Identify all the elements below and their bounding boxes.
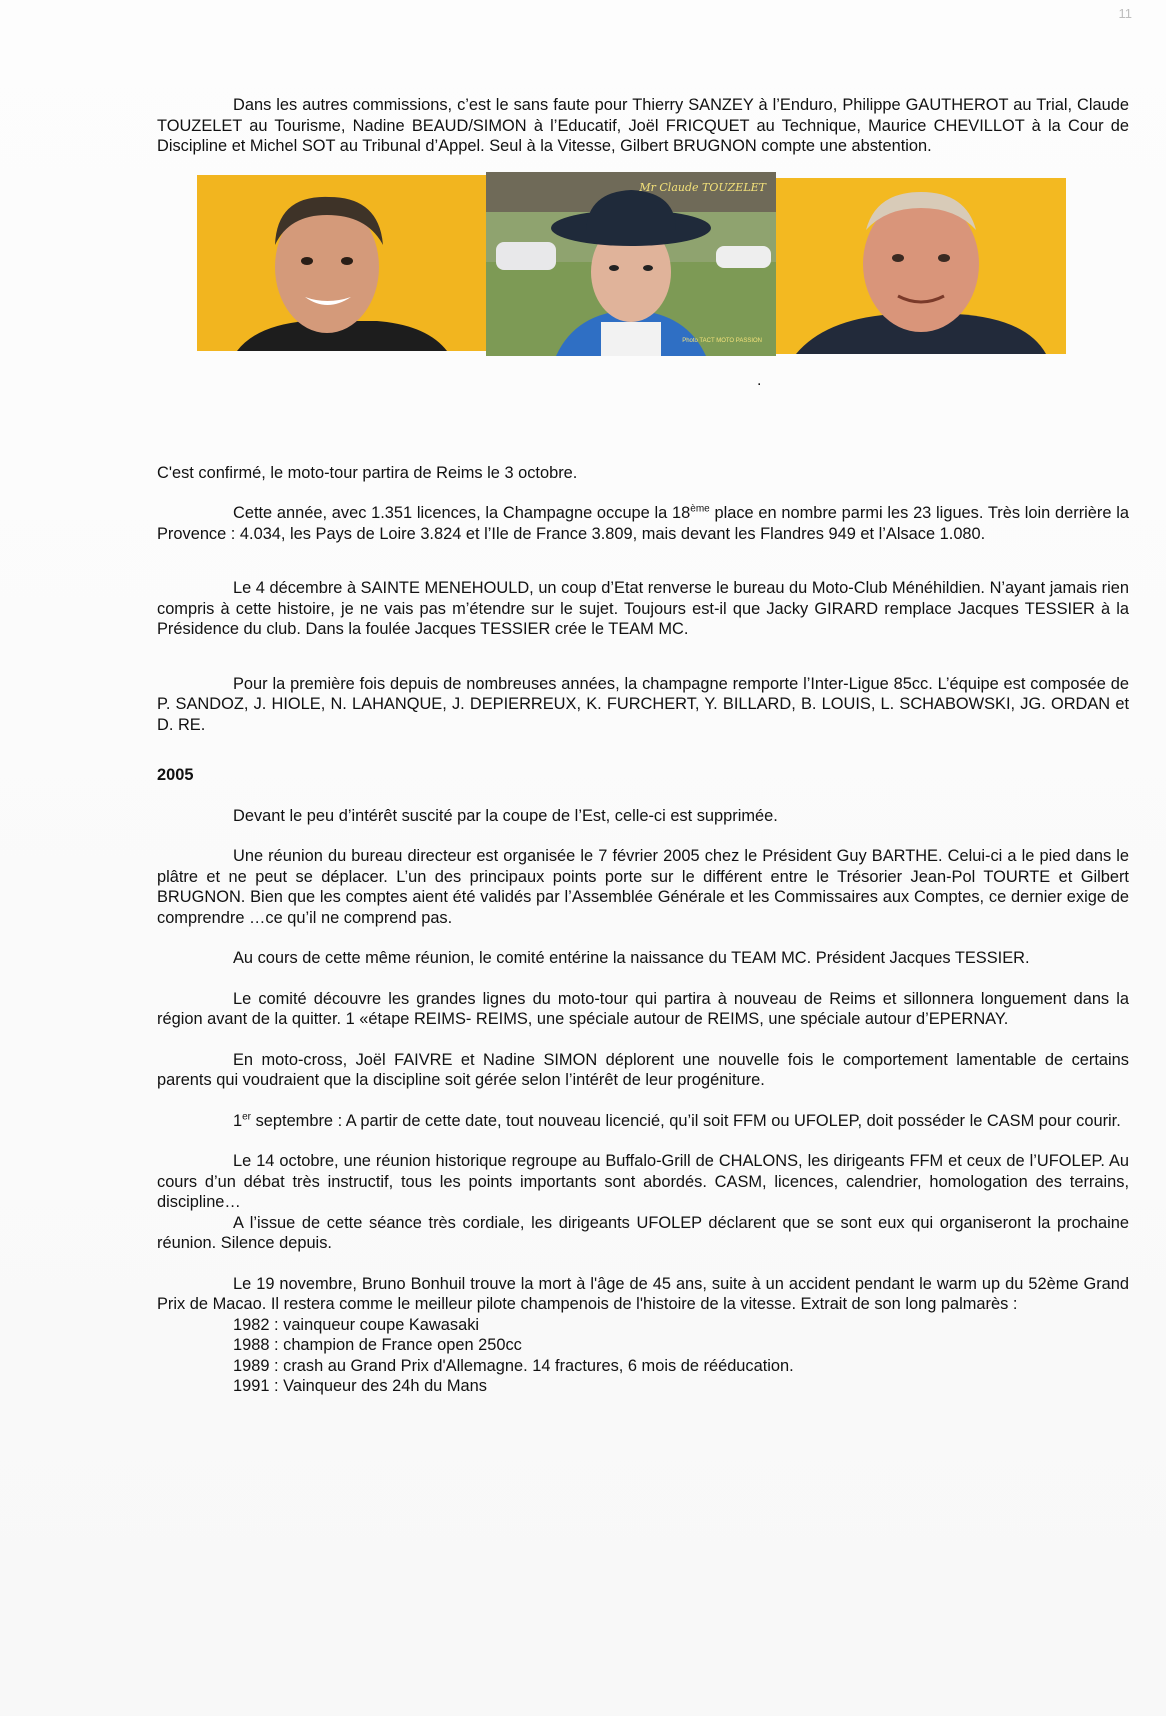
sainte-menehould-paragraph: Le 4 décembre à SAINTE MENEHOULD, un coup d’Etat renverse le bureau du Moto-Club Ménéhildien. N’ayant jamais rien compris à cette histoire, je ne vais pas m’étendre sur le sujet. Toujours est-il que Jacky GIRARD remplace Jacques TESSIER à la Présidence du club. Dans la foulée Jacques TESSIER crée le TEAM MC. [157,579,1129,638]
palmares-list [233,1315,1129,1397]
intro-paragraph: Dans les autres commissions, c’est le sans faute pour Thierry SANZEY à l’Enduro, Philippe GAUTHEROT au Trial, Claude TOUZELET au Tourisme, Nadine BEAUD/SIMON à l’Educatif, Joël FRICQUET au Technique, Maurice CHEVILLOT à la Cour de Discipline et Michel SOT au Tribunal d’Appel. Seul à la Vitesse, Gilbert BRUGNON compte une abstention. [157,96,1129,155]
casm-paragraph [157,1111,1129,1132]
buffalo-paragraph: Le 14 octobre, une réunion historique regroupe au Buffalo-Grill de CHALONS, les dirigeants FFM et ceux de l’UFOLEP. Au cours d’un débat très instructif, tous les points importants sont abordés. CASM, licences, calendrier, homologation des terrains, discipline… [157,1152,1129,1211]
bonhuil-paragraph: Le 19 novembre, Bruno Bonhuil trouve la mort à l'âge de 45 ans, suite à un accident pendant le warm up du 52ème Grand Prix de Macao. Il restera comme le meilleur pilote champenois de l'histoire de la vitesse. Extrait de son long palmarès : [157,1274,1129,1313]
photo-caption-name: Mr Claude TOUZELET [639,180,766,194]
caption-dot: . [757,371,762,389]
licences-text-a: Cette année, avec 1.351 licences, la Champagne occupe la 18 [233,504,691,522]
seance-paragraph: A l’issue de cette séance très cordiale, les dirigeants UFOLEP déclarent que se sont eux qui organiseront la prochaine réunion. Silence depuis. [157,1213,1129,1252]
portrait-photo-center [486,172,776,356]
palmares-item: 1989 : crash au Grand Prix d'Allemagne. 14 fractures, 6 mois de rééducation. [233,1356,794,1375]
page-number: 11 [1118,6,1132,21]
moto-tour-paragraph: C'est confirmé, le moto-tour partira de Reims le 3 octobre. [157,463,578,482]
page-content [157,95,1129,1397]
casm-superscript: er [242,1111,252,1123]
reunion-bureau-paragraph: Une réunion du bureau directeur est organisée le 7 février 2005 chez le Président Guy BARTHE. Celui-ci a le pied dans le plâtre et ne peut se déplacer. L’un des principaux points porte sur le différent entre le Trésorier Jean-Pol TOURTE et Gilbert BRUGNON. Bien que les comptes aient été validés par l’Assemblée Générale et les Commissaires aux Comptes, ce dernier exige de comprendre …ce qu’il ne comprend pas. [157,847,1129,927]
portrait-photo-right [776,178,1066,354]
inter-ligue-paragraph: Pour la première fois depuis de nombreuses années, la champagne remporte l’Inter-Ligue 85cc. L’équipe est composée de P. SANDOZ, J. HIOLE, N. LAHANQUE, J. DEPIERREUX, K. FURCHERT, Y. BILLARD, B. LOUIS, L. SCHABOWSKI, JG. ORDAN et D. RE. [157,674,1129,734]
casm-text-a: 1 [233,1111,243,1130]
casm-text-b: septembre : A partir de cette date, tout nouveau licencié, qu’il soit FFM ou UFOLEP, doit posséder le CASM pour courir. [251,1111,1121,1130]
licences-superscript: ème [690,503,710,515]
moto-tour-lignes-paragraph: Le comité découvre les grandes lignes du moto-tour qui partira à nouveau de Reims et sillonnera longuement dans la région avant de la quitter. 1 «étape REIMS- REIMS, une spéciale autour de REIMS, une spéciale autour d’EPERNAY. [157,989,1129,1028]
coupe-est-paragraph: Devant le peu d’intérêt suscité par la coupe de l’Est, celle-ci est supprimée. [233,806,778,825]
palmares-item: 1991 : Vainqueur des 24h du Mans [233,1377,487,1395]
licences-paragraph [157,503,1129,544]
team-mc-paragraph: Au cours de cette même réunion, le comité entérine la naissance du TEAM MC. Président Jacques TESSIER. [233,949,1030,967]
year-heading: 2005 [157,766,194,784]
palmares-item: 1982 : vainqueur coupe Kawasaki [233,1315,480,1334]
portrait-photo-left [197,175,486,351]
moto-cross-paragraph: En moto-cross, Joël FAIVRE et Nadine SIMON déplorent une nouvelle fois le comportement lamentable de certains parents qui voudraient que la discipline soit gérée selon l’intérêt de leur progéniture. [157,1050,1129,1089]
photo-credit: Photo TACT MOTO PASSION [682,338,762,344]
licences-text-b: place en nombre parmi les 23 ligues. Très loin derrière la Provence : 4.034, les Pays de Loire 3.824 et l’Ile de France 3.809, mais devant les Flandres 949 et l’Alsace 1.080. [157,504,1129,543]
palmares-item: 1988 : champion de France open 250cc [233,1336,522,1354]
photo-strip [157,175,1129,389]
